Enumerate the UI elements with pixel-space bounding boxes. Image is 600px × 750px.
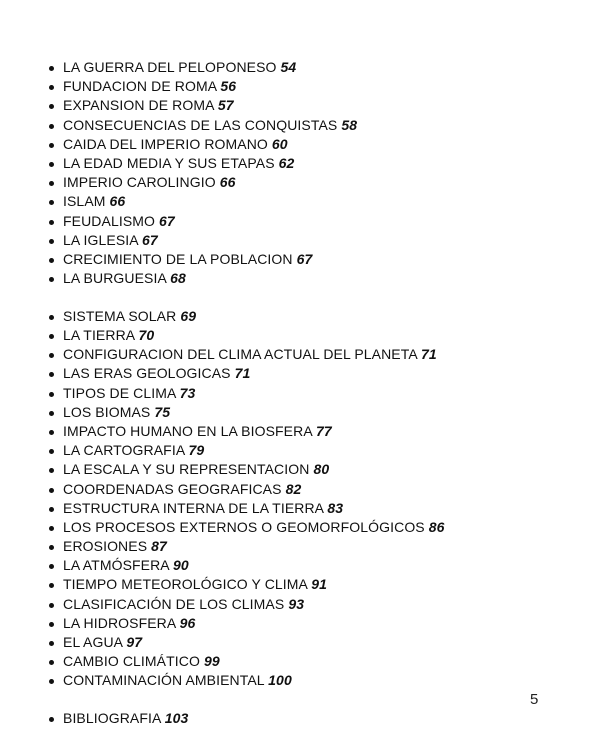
toc-entry — [48, 96, 445, 115]
toc-entry — [48, 192, 445, 211]
toc-entry-page: 71 — [234, 365, 251, 382]
toc-entry — [48, 154, 445, 173]
toc-entry-title: IMPACTO HUMANO EN LA BIOSFERA — [63, 422, 312, 439]
toc-entry — [48, 480, 445, 499]
toc-entry — [48, 345, 445, 364]
section-gap — [48, 691, 445, 710]
toc-entry — [48, 575, 445, 594]
toc-entry — [48, 326, 445, 345]
toc-entry-title: LA ATMÓSFERA — [63, 557, 169, 574]
toc-entry — [48, 173, 445, 192]
toc-entry-title: TIPOS DE CLIMA — [63, 384, 176, 401]
toc-entry-title: EXPANSION DE ROMA — [63, 97, 214, 114]
toc-entry — [48, 212, 445, 231]
toc-entry-page: 87 — [151, 538, 167, 555]
toc-entry — [48, 556, 445, 575]
toc-entry-page: 97 — [126, 634, 143, 651]
toc-entry — [48, 709, 445, 728]
toc-entry-page: 80 — [313, 461, 330, 478]
toc-entry-title: LAS ERAS GEOLOGICAS — [63, 365, 231, 382]
page-number: 5 — [530, 691, 539, 708]
toc-entry-page: 75 — [154, 403, 171, 420]
toc-entry-title: FUNDACION DE ROMA — [63, 78, 217, 95]
toc-entry — [48, 537, 445, 556]
toc-entry-title: CONTAMINACIÓN AMBIENTAL — [63, 672, 265, 689]
toc-entry-title: CONFIGURACION DEL CLIMA ACTUAL DEL PLANETA — [63, 346, 418, 363]
toc-entry-page: 73 — [179, 384, 196, 401]
toc-entry-title: COORDENADAS GEOGRAFICAS — [63, 480, 282, 497]
toc-entry — [48, 250, 445, 269]
toc-entry-title: LA ESCALA Y SU REPRESENTACION — [63, 461, 310, 478]
toc-entry-page: 86 — [428, 518, 445, 535]
toc-entry — [48, 307, 445, 326]
toc-entry-page: 83 — [327, 499, 344, 516]
toc-entry — [48, 652, 445, 671]
toc-entry-title: TIEMPO METEOROLÓGICO Y CLIMA — [63, 576, 308, 593]
toc-entry-page: 60 — [271, 135, 288, 152]
table-of-contents — [48, 58, 445, 728]
toc-entry — [48, 614, 445, 633]
toc-entry — [48, 441, 445, 460]
toc-entry-title: FEUDALISMO — [63, 212, 156, 229]
toc-entry — [48, 595, 445, 614]
toc-entry-page: 71 — [421, 346, 437, 363]
toc-entry — [48, 364, 445, 383]
toc-entry-title: LA CARTOGRAFIA — [63, 442, 185, 459]
toc-entry — [48, 518, 445, 537]
toc-entry-title: IMPERIO CAROLINGIO — [63, 174, 216, 191]
toc-entry-page: 69 — [180, 307, 197, 324]
toc-entry — [48, 403, 445, 422]
toc-entry-page: 82 — [285, 480, 302, 497]
section-gap — [48, 288, 445, 307]
toc-entry-page: 70 — [138, 327, 155, 344]
toc-entry-page: 90 — [172, 557, 189, 574]
toc-entry-title: LOS BIOMAS — [63, 403, 151, 420]
toc-entry-page: 96 — [179, 614, 196, 631]
toc-entry — [48, 422, 445, 441]
toc-entry — [48, 384, 445, 403]
toc-entry-page: 77 — [316, 422, 332, 439]
toc-entry-page: 99 — [203, 653, 220, 670]
toc-entry-title: SISTEMA SOLAR — [63, 307, 177, 324]
toc-entry-page: 93 — [288, 595, 305, 612]
toc-entry-page: 103 — [164, 710, 189, 727]
toc-entry — [48, 499, 445, 518]
toc-entry — [48, 269, 445, 288]
toc-entry-title: EL AGUA — [63, 634, 123, 651]
toc-entry-title: LA GUERRA DEL PELOPONESO — [63, 59, 277, 75]
toc-entry-title: LA HIDROSFERA — [63, 614, 176, 631]
toc-entry-page: 62 — [278, 154, 295, 171]
toc-entry — [48, 460, 445, 479]
toc-entry-page: 54 — [280, 59, 297, 75]
toc-entry — [48, 671, 445, 690]
toc-entry-title: CRECIMIENTO DE LA POBLACION — [63, 250, 293, 267]
toc-entry — [48, 231, 445, 250]
toc-entry-title: LA EDAD MEDIA Y SUS ETAPAS — [63, 154, 275, 171]
toc-entry — [48, 135, 445, 154]
toc-entry — [48, 77, 445, 96]
toc-entry-page: 67 — [296, 250, 313, 267]
toc-entry-title: ESTRUCTURA INTERNA DE LA TIERRA — [63, 499, 324, 516]
toc-entry-page: 67 — [141, 231, 158, 248]
toc-entry-title: CONSECUENCIAS DE LAS CONQUISTAS — [63, 116, 338, 133]
toc-entry-title: CAMBIO CLIMÁTICO — [63, 653, 200, 670]
toc-entry-title: LOS PROCESOS EXTERNOS O GEOMORFOLÓGICOS — [63, 518, 425, 535]
toc-entry-page: 100 — [268, 672, 292, 689]
toc-entry-title: ISLAM — [63, 193, 106, 210]
toc-entry-title: LA IGLESIA — [63, 231, 138, 248]
toc-entry — [48, 58, 445, 77]
toc-entry-title: LA BURGUESIA — [63, 270, 167, 287]
toc-entry-page: 58 — [341, 116, 358, 133]
toc-entry — [48, 633, 445, 652]
toc-entry-page: 67 — [159, 212, 175, 229]
toc-entry-title: BIBLIOGRAFIA — [63, 710, 161, 727]
toc-entry-title: CLASIFICACIÓN DE LOS CLIMAS — [63, 595, 285, 612]
toc-entry-title: EROSIONES — [63, 538, 148, 555]
toc-entry-page: 79 — [188, 442, 205, 459]
toc-entry — [48, 116, 445, 135]
toc-entry-title: LA TIERRA — [63, 327, 135, 344]
toc-entry-page: 66 — [219, 174, 236, 191]
toc-entry-page: 68 — [170, 270, 186, 287]
toc-entry-title: CAIDA DEL IMPERIO ROMANO — [63, 135, 268, 152]
toc-entry-page: 57 — [217, 97, 234, 114]
toc-entry-page: 66 — [109, 193, 126, 210]
toc-entry-page: 56 — [220, 78, 237, 95]
toc-entry-page: 91 — [311, 576, 327, 593]
